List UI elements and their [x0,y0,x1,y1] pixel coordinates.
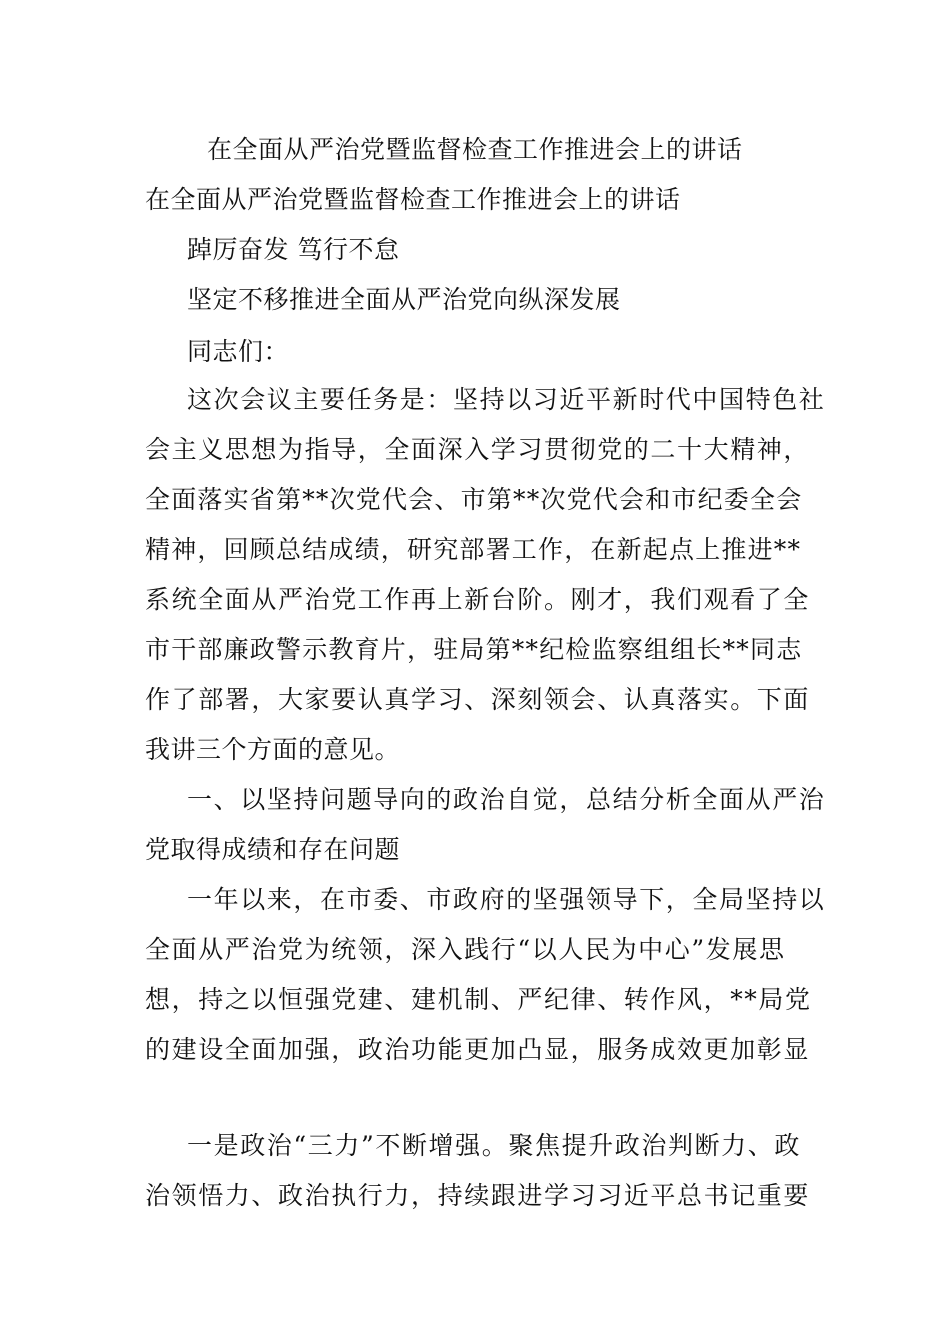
paragraph-1-line: 我讲三个方面的意见。 [145,735,401,764]
paragraph-2-line: 的建设全面加强，政治功能更加凸显，服务成效更加彰显 [145,1035,811,1064]
paragraph-1-line: 全面落实省第**次党代会、市第**次党代会和市纪委全会 [145,485,803,514]
subtitle-slogan: 踔厉奋发 笃行不怠 [187,235,400,264]
subtitle-theme: 坚定不移推进全面从严治党向纵深发展 [187,285,621,314]
paragraph-3-line: 治领悟力、政治执行力，持续跟进学习习近平总书记重要 [145,1181,811,1210]
paragraph-1-line: 作了部署，大家要认真学习、深刻领会、认真落实。下面 [145,685,811,714]
document-title: 在全面从严治党暨监督检查工作推进会上的讲话 [207,135,743,164]
paragraph-1-line: 市干部廉政警示教育片，驻局第**纪检监察组组长**同志 [145,635,803,664]
section-heading-line: 党取得成绩和存在问题 [145,835,401,864]
paragraph-2-line: 一年以来，在市委、市政府的坚强领导下，全局坚持以 [187,885,826,914]
section-heading-line: 一、以坚持问题导向的政治自觉，总结分析全面从严治 [187,785,826,814]
document-title-repeat: 在全面从严治党暨监督检查工作推进会上的讲话 [145,185,681,214]
paragraph-1-line: 精神，回顾总结成绩，研究部署工作，在新起点上推进** [145,535,802,564]
paragraph-1-line: 会主义思想为指导，全面深入学习贯彻党的二十大精神， [145,435,811,464]
paragraph-2-line: 全面从严治党为统领，深入践行“以人民为中心”发展思 [145,935,786,964]
paragraph-1-line: 系统全面从严治党工作再上新台阶。刚才，我们观看了全 [145,585,811,614]
paragraph-2-line: 想，持之以恒强党建、建机制、严纪律、转作风，**局党 [145,985,812,1014]
greeting: 同志们： [187,337,290,366]
paragraph-3-line: 一是政治“三力”不断增强。聚焦提升政治判断力、政 [187,1131,801,1160]
paragraph-1-line: 这次会议主要任务是：坚持以习近平新时代中国特色社 [187,385,826,414]
